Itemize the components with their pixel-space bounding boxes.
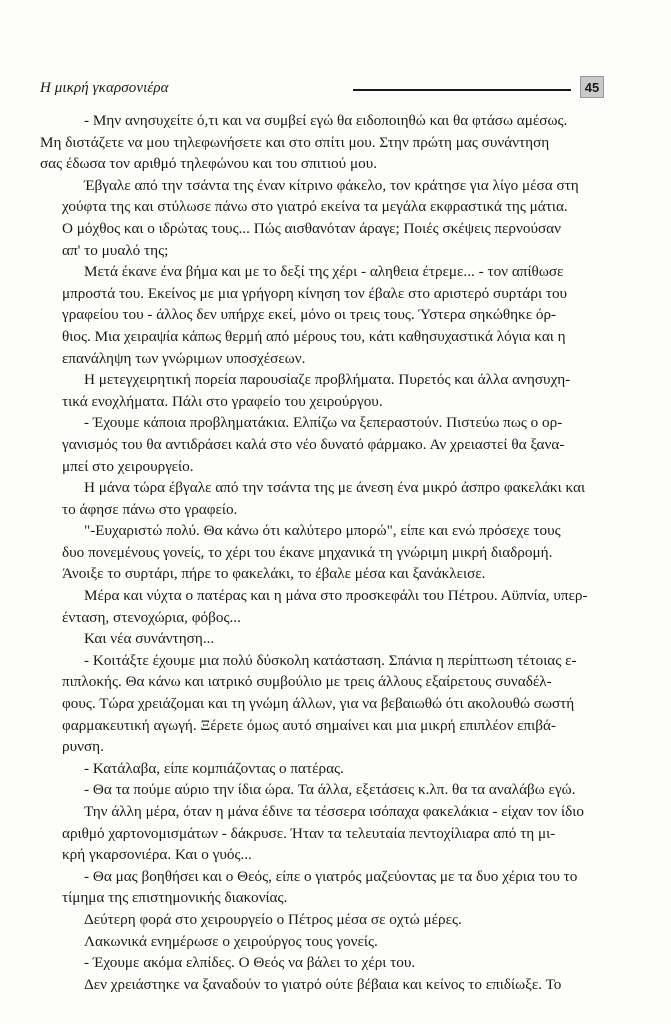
paragraph bbox=[40, 758, 596, 780]
text-line: πιπλοκής. Θα κάνω και ιατρικό συμβούλιο με τρεις άλλους εξαίρετους συναδέλ- bbox=[62, 673, 552, 691]
text-line: - Θα μας βοηθήσει και ο Θεός, είπε ο γιατρός μαζεύοντας με τα δυο χέρια του το bbox=[84, 867, 578, 885]
text-line: Μετά έκανε ένα βήμα και με το δεξί της χέρι - αληθεια έτρεμε... - τον απίθωσε bbox=[84, 263, 564, 281]
text-line: σας έδωσα τον αριθμό τηλεφώνου και του σπιτιού μου. bbox=[40, 155, 378, 173]
paragraph bbox=[40, 520, 596, 585]
text-line: απ' το μυαλό της; bbox=[62, 241, 169, 259]
text-line: ρυνση. bbox=[62, 738, 104, 756]
paragraph bbox=[40, 866, 596, 909]
text-line: - Μην ανησυχείτε ό,τι και να συμβεί εγώ θα ειδοποιηθώ και θα φτάσω αμέσως. bbox=[84, 112, 568, 129]
text-line: Η μάνα τώρα έβγαλε από την τσάντα της με άνεση ένα μικρό άσπρο φακελάκι και bbox=[84, 479, 586, 497]
paragraph bbox=[40, 650, 596, 758]
text-line: ένταση, στενοχώρια, φόβος... bbox=[62, 608, 241, 626]
paragraph bbox=[40, 931, 596, 953]
text-line: "-Ευχαριστώ πολύ. Θα κάνω ότι καλύτερο μπορώ", είπε και ενώ πρόσεχε τους bbox=[84, 522, 561, 540]
text-line: μπροστά του. Εκείνος με μια γρήγορη κίνηση τον έβαλε στο αριστερό συρτάρι του bbox=[62, 284, 568, 302]
paragraph bbox=[40, 412, 596, 477]
paragraph bbox=[40, 477, 596, 520]
running-title: Η μικρή γκαρσονιέρα bbox=[40, 80, 169, 96]
text-line: - Θα τα πούμε αύριο την ίδια ώρα. Τα άλλα, εξετάσεις κ.λπ. θα τα αναλάβω εγώ. bbox=[84, 781, 576, 799]
text-line: Μέρα και νύχτα ο πατέρας και η μάνα στο προσκεφάλι του Πέτρου. Αϋπνία, υπερ- bbox=[84, 587, 588, 605]
text-line: Λακωνικά ενημέρωσε ο χειρούργος τους γονείς. bbox=[84, 932, 378, 950]
text-line: γανισμός του θα αντιδράσει καλά στο νέο δυνατό φάρμακο. Αν χρειαστεί θα ξανα- bbox=[62, 435, 565, 453]
text-line: φαρμακευτική αγωγή. Ξέρετε όμως αυτό σημαίνει και μια μικρή επιπλέον επιβά- bbox=[62, 716, 556, 734]
text-line: Ο μόχθος και ο ιδρώτας τους... Πώς αισθανόταν άραγε; Ποιές σκέψεις περνούσαν bbox=[62, 219, 561, 237]
text-line: τίμημα της επιστημονικής διακονίας. bbox=[62, 889, 288, 907]
text-line: κρή γκαρσονιέρα. Και ο γυός... bbox=[62, 846, 252, 864]
paragraph bbox=[40, 132, 596, 175]
paragraph bbox=[40, 175, 596, 261]
text-line: γραφείου του - άλλος δεν υπήρχε εκεί, μόνο οι τρεις τους. Ύστερα σηκώθηκε όρ- bbox=[62, 306, 557, 324]
text-line: - Έχουμε ακόμα ελπίδες. Ο Θεός να βάλει το χέρι του. bbox=[84, 954, 416, 972]
paragraph bbox=[40, 261, 596, 369]
text-line: Άνοιξε το συρτάρι, πήρε το φακελάκι, το έβαλε μέσα και ξανάκλεισε. bbox=[62, 565, 486, 583]
page-header bbox=[40, 76, 600, 102]
paragraph bbox=[40, 110, 596, 132]
text-line: Μη διστάζετε να μου τηλεφωνήσετε και στο σπίτι μου. Στην πρώτη μας συνάντηση bbox=[40, 133, 550, 151]
text-line: Η μετεγχειρητική πορεία παρουσίαζε προβλήματα. Πυρετός και άλλα ανησυχη- bbox=[84, 371, 571, 389]
text-line: Την άλλη μέρα, όταν η μάνα έδινε τα τέσσερα ισόπαχα φακελάκια - είχαν τον ίδιο bbox=[84, 803, 584, 820]
text-line: Δεν χρειάστηκε να ξαναδούν το γιατρό ούτε βέβαια και κείνος το επιδίωξε. Το bbox=[84, 975, 562, 993]
paragraph bbox=[40, 974, 596, 996]
paragraph bbox=[40, 952, 596, 974]
text-line: επανάληψη των γνώριμων υποσχέσεων. bbox=[62, 349, 306, 367]
text-line: Δεύτερη φορά στο χειρουργείο ο Πέτρος μέσα σε οχτώ μέρες. bbox=[84, 910, 462, 928]
text-line: Έβγαλε από την τσάντα της έναν κίτρινο φάκελο, τον κράτησε για λίγο μέσα στη bbox=[84, 176, 579, 194]
text-line: Και νέα συνάντηση... bbox=[84, 630, 215, 648]
text-line: μπεί στο χειρουργείο. bbox=[62, 457, 194, 475]
text-line: χούφτα της και στύλωσε πάνω στο γιατρό εκείνα τα μεγάλα εκφραστικά της μάτια. bbox=[62, 198, 568, 216]
text-line: θιος. Μια χειραψία κάπως θερμή από μέρους του, κάτι καθησυχαστικά λόγια και η bbox=[62, 327, 566, 345]
text-line: δυο πονεμένους γονείς, το χέρι του έκανε μηχανικά τη γνώριμη μικρή διαδρομή. bbox=[62, 543, 553, 561]
paragraph bbox=[40, 585, 596, 628]
page-number: 45 bbox=[580, 76, 604, 98]
text-line: - Κοιτάξτε έχουμε μια πολύ δύσκολη κατάσταση. Σπάνια η περίπτωση τέτοιας ε- bbox=[84, 651, 577, 669]
paragraph bbox=[40, 909, 596, 931]
text-line: τικά ενοχλήματα. Πάλι στο γραφείο του χειρούργου. bbox=[62, 392, 383, 410]
text-line: το άφησε πάνω στο γραφείο. bbox=[62, 500, 238, 518]
paragraph bbox=[40, 369, 596, 412]
paragraph bbox=[40, 628, 596, 650]
text-line: αριθμό χαρτονομισμάτων - δάκρυσε. Ήταν τα τελευταία πεντοχίλιαρα από τη μι- bbox=[62, 824, 556, 842]
text-line: φους. Τώρα χρειάζομαι και τη γνώμη άλλων, για να βεβαιωθώ ότι ακολουθώ σωστή bbox=[62, 695, 575, 713]
header-rule bbox=[353, 89, 571, 91]
paragraph bbox=[40, 801, 596, 866]
body-text bbox=[40, 110, 596, 995]
paragraph bbox=[40, 779, 596, 801]
text-line: - Κατάλαβα, είπε κομπιάζοντας ο πατέρας. bbox=[84, 759, 344, 777]
text-line: - Έχουμε κάποια προβληματάκια. Ελπίζω να ξεπεραστούν. Πιστεύω πως ο ορ- bbox=[84, 414, 563, 432]
